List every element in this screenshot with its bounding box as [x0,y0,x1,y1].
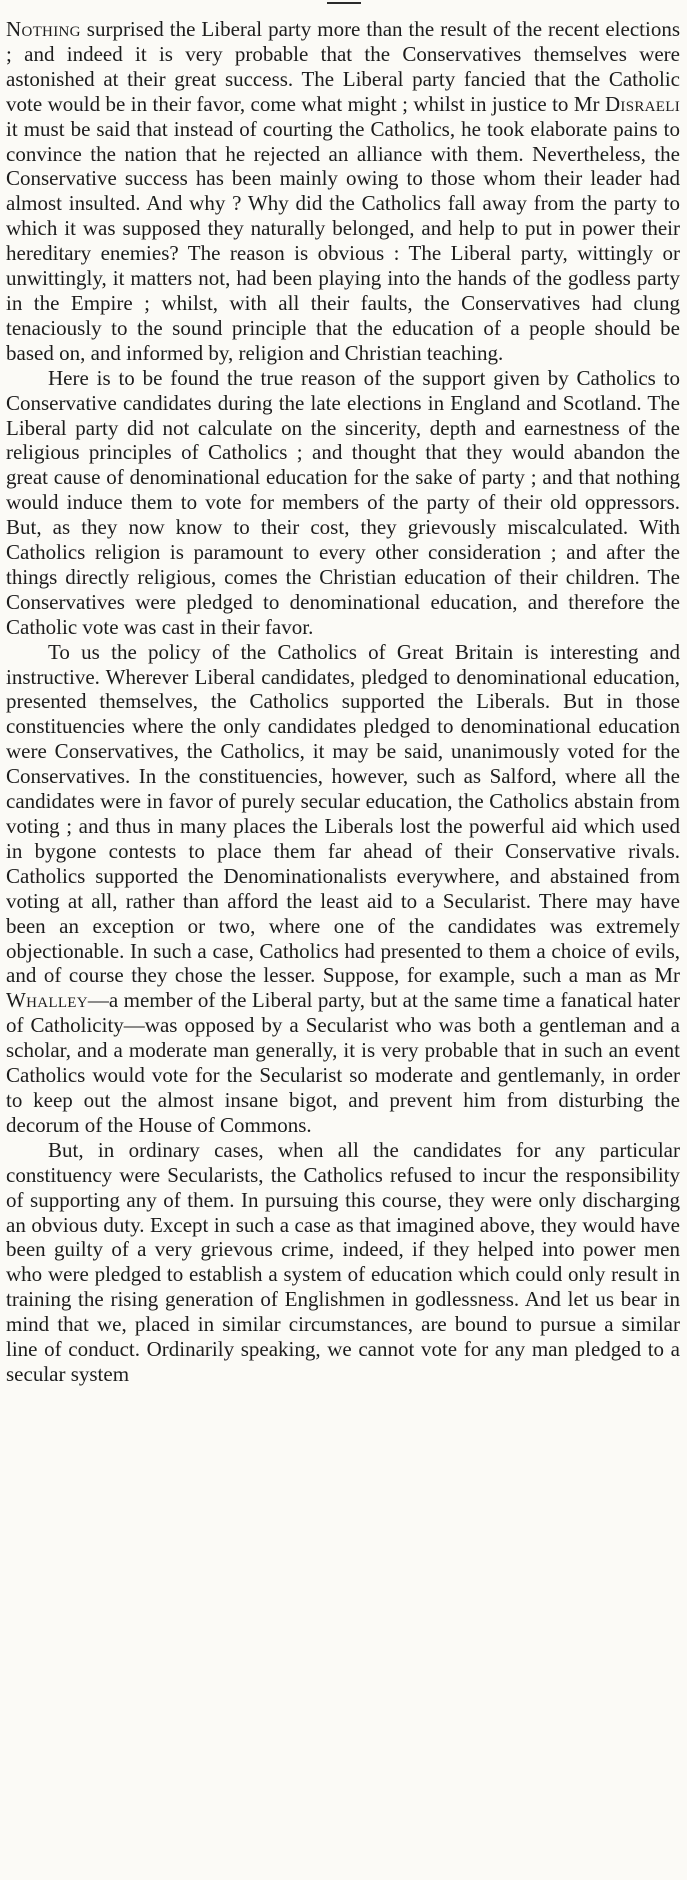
name-whalley: Whalley [6,988,88,1013]
paragraph-1-text: surprised the Liberal party more than the result of the recent elections ; and indeed it is very probable that the Conservatives themselves were astonished at their great success. The Liberal party fancied that the Catholic vote would be in their favor, come what might ; whilst in justice to Mr [6,17,680,116]
paragraph-4 [6,1138,680,1387]
top-rule [327,2,361,4]
name-disraeli: Disraeli [604,91,680,116]
paragraph-3 [6,640,680,1138]
paragraph-1-rest: it must be said that instead of courting the Catholics, he took elaborate pains to convince the nation that he rejected an alliance with them. Nevertheless, the Conservative success has been mainly owing to those whom their leader had almost insulted. And why ? Why did the Catholics fall away from the party to which it was supposed they naturally belonged, and help to put in power their hereditary enemies? The reason is obvious : The Liberal party, wittingly or unwittingly, it matters not, had been playing into the hands of the godless party in the Empire ; whilst, with all their faults, the Conservatives had clung tenaciously to the sound principle that the education of a people should be based on, and informed by, religion and Christian teaching. [6,116,680,365]
paragraph-4-text: But, in ordinary cases, when all the candidates for any particular constituency were Secularists, the Catholics refused to incur the responsibility of supporting any of them. In pursuing this course, they were only discharging an obvious duty. Except in such a case as that imagined above, they would have been guilty of a very grievous crime, indeed, if they helped into power men who were pledged to establish a system of education which could only result in training the rising generation of Englishmen in godlessness. And let us bear in mind that we, placed in similar circumstances, are bound to pursue a similar line of conduct. Ordinarily speaking, we cannot vote for any man pledged to a secular system [6,1137,680,1386]
lead-word: Nothing [6,17,81,41]
paragraph-3-text: To us the policy of the Catholics of Great Britain is interesting and instructive. Wherever Liberal candidates, pledged to denominational education, presented themselves, the Catholics supported the Liberals. But in those constituencies where the only candidates pledged to denominational education were Conservatives, the Catholics, it may be said, unanimously voted for the Conservatives. In the constituencies, however, such as Salford, where all the candidates were in favor of purely secular education, the Catholics abstain from voting ; and thus in many places the Liberals lost the powerful aid which used in bygone contests to place them far ahead of their Conservative rivals. Catholics supported the Denominationalists everywhere, and abstained from voting at all, rather than afford the least aid to a Secularist. There may have been an exception or two, where one of the candidates was extremely objectionable. In such a case, Catholics had presented to them a choice of evils, and of course they chose the lesser. Suppose, for example, such a man as Mr [6,639,680,988]
paragraph-3-rest: —a member of the Liberal party, but at the same time a fanatical hater of Catholicity—was opposed by a Secularist who was both a gentleman and a scholar, and a moderate man generally, it is very probable that in such an event Catholics would vote for the Secularist so moderate and gentlemanly, in order to keep out the almost insane bigot, and prevent him from disturbing the decorum of the House of Commons. [6,988,680,1137]
paragraph-1 [6,17,680,366]
paragraph-2 [6,366,680,640]
paragraph-2-text: Here is to be found the true reason of the support given by Catholics to Conservative candidates during the late elections in England and Scotland. The Liberal party did not calculate on the sincerity, depth and earnestness of the religious principles of Catholics ; and thought that they would abandon the great cause of denominational education for the sake of party ; and that nothing would induce them to vote for members of the party of their old oppressors. But, as they now know to their cost, they grievously miscalculated. With Catholics religion is paramount to every other consideration ; and after the things directly religious, comes the Christian education of their children. The Conservatives were pledged to denominational education, and therefore the Catholic vote was cast in their favor. [6,365,680,639]
article-column [6,17,680,1387]
